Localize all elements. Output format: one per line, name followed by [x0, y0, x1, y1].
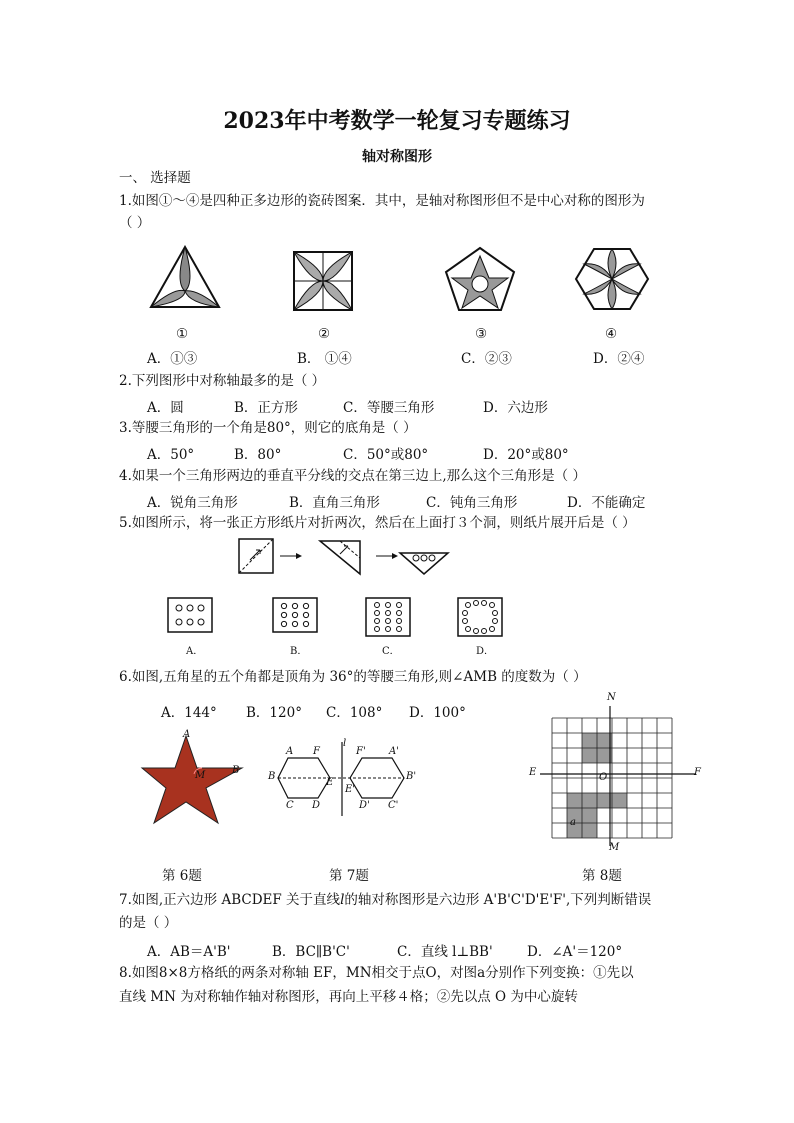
q2-stem: 2.下列图形中对称轴最多的是（ ）	[119, 373, 326, 389]
q5-option-a-label: A．	[186, 646, 204, 657]
q8-grid-figure	[540, 700, 720, 850]
q5-option-b-label: B．	[290, 646, 308, 657]
q7-label-e: E	[326, 777, 334, 788]
caption-q6: 第 6题	[162, 868, 202, 884]
q2-option-a: A．圆	[147, 400, 184, 416]
q2-option-c: C．等腰三角形	[343, 400, 435, 416]
q5-option-d-figure	[456, 596, 504, 638]
q7-label-c-prime: C'	[388, 800, 399, 811]
caption-q7: 第 7题	[329, 868, 369, 884]
q7-stem-part2: 的轴对称图形是六边形 A'B'C'D'E'F',下列判断错误	[344, 892, 652, 908]
q1-option-c: C．②③	[461, 351, 512, 367]
q8-label-f: F	[694, 767, 701, 778]
q4-option-c: C．钝角三角形	[426, 495, 518, 511]
q1-fig-label-3: ③	[475, 326, 488, 342]
q2-option-d: D．六边形	[483, 400, 548, 416]
q7-label-a: A	[286, 746, 294, 757]
q1-fig-pentagon	[442, 244, 518, 314]
caption-q8: 第 8题	[582, 868, 622, 884]
q7-label-b-prime: B'	[406, 771, 417, 782]
q7-stem-line2: 的是（ ）	[119, 915, 178, 931]
q1-fig-label-4: ④	[605, 326, 618, 342]
q8-shaded-cell	[567, 793, 582, 808]
q8-label-o: O	[599, 772, 608, 783]
q3-option-d: D．20°或80°	[483, 447, 569, 463]
q1-fig-label-1: ①	[176, 326, 189, 342]
q8-stem-line1: 8.如图8×8方格纸的两条对称轴 EF，MN相交于点O，对图a分别作下列变换：①先以	[119, 965, 634, 981]
q8-shaded-cell	[582, 748, 597, 763]
q6-label-m: M	[195, 770, 206, 781]
q1-option-a: A．①③	[147, 351, 198, 367]
q6-label-b: B	[232, 765, 240, 776]
q3-option-b: B．80°	[234, 447, 282, 463]
q6-option-c: C．108°	[326, 705, 383, 721]
q4-option-a: A．锐角三角形	[147, 495, 238, 511]
q3-option-a: A．50°	[147, 447, 195, 463]
q7-label-a-prime: A'	[389, 746, 399, 757]
q8-shaded-cell	[582, 793, 597, 808]
q6-option-d: D．100°	[409, 705, 466, 721]
q7-stem-l: l	[340, 892, 345, 908]
q6-option-b: B．120°	[246, 705, 302, 721]
q1-fig-square	[290, 248, 356, 314]
q8-label-a: a	[570, 817, 576, 828]
q6-label-a: A	[183, 729, 191, 740]
q6-option-a: A．144°	[161, 705, 217, 721]
q7-label-d-prime: D'	[359, 800, 370, 811]
q7-option-c: C．直线 l⊥BB'	[397, 944, 493, 960]
q8-shaded-cell	[582, 733, 597, 748]
q5-option-a-figure	[166, 596, 214, 634]
q7-option-a: A．AB＝A'B'	[147, 944, 231, 960]
q7-label-l: l	[343, 738, 347, 749]
q5-option-c-label: C．	[382, 646, 400, 657]
q7-option-b: B．BC∥B'C'	[272, 944, 350, 960]
page-subtitle: 轴对称图形	[362, 149, 432, 165]
section-heading: 一、 选择题	[119, 170, 191, 186]
q5-folding-diagram	[236, 536, 456, 578]
q5-option-b-figure	[271, 596, 319, 634]
q1-fig-triangle	[145, 243, 225, 313]
q5-stem: 5.如图所示，将一张正方形纸片对折两次，然后在上面打３个洞，则纸片展开后是（ ）	[119, 515, 636, 531]
q8-label-m: M	[609, 842, 620, 853]
q5-option-c-figure	[364, 596, 412, 638]
q4-option-b: B．直角三角形	[289, 495, 380, 511]
q1-option-d: D．②④	[593, 351, 645, 367]
q1-stem: 1.如图①～④是四种正多边形的瓷砖图案．其中，是轴对称图形但不是中心对称的图形为	[119, 193, 645, 209]
q1-fig-hexagon	[574, 244, 650, 314]
q2-option-b: B．正方形	[234, 400, 298, 416]
q4-stem: 4.如果一个三角形两边的垂直平分线的交点在第三边上,那么这个三角形是（ ）	[119, 468, 586, 484]
q1-paren: （ ）	[119, 215, 151, 231]
q8-label-n: N	[607, 692, 616, 703]
q8-shaded-cell	[612, 793, 627, 808]
q3-stem: 3.等腰三角形的一个角是80°，则它的底角是（ ）	[119, 420, 417, 436]
q8-stem-line2: 直线 MN 为对称轴作轴对称图形，再向上平移４格；②先以点 O 为中心旋转	[119, 989, 578, 1005]
q6-star-figure	[138, 728, 248, 828]
q3-option-c: C．50°或80°	[343, 447, 429, 463]
q7-label-f-prime: F'	[356, 746, 366, 757]
q8-label-e: E	[529, 767, 537, 778]
q7-label-e-prime: E'	[345, 784, 356, 795]
q7-stem-part1: 7.如图,正六边形 ABCDEF 关于直线	[119, 892, 341, 908]
q7-label-c: C	[286, 800, 294, 811]
q7-label-f: F	[313, 746, 320, 757]
q8-shaded-cell	[582, 808, 597, 823]
q7-option-d: D．∠A'＝120°	[527, 944, 623, 960]
q7-label-b: B	[268, 771, 276, 782]
q7-stem-line1	[119, 891, 651, 909]
q1-fig-label-2: ②	[318, 326, 331, 342]
q8-shaded-cell	[582, 823, 597, 838]
q1-option-b: B． ①④	[297, 351, 352, 367]
q4-option-d: D．不能确定	[567, 495, 646, 511]
q6-stem: 6.如图,五角星的五个角都是顶角为 36°的等腰三角形,则∠AMB 的度数为（ ）	[119, 669, 587, 685]
page-title: 2023年中考数学一轮复习专题练习	[223, 108, 571, 134]
q5-option-d-label: D．	[476, 646, 495, 657]
q7-label-d: D	[312, 800, 321, 811]
